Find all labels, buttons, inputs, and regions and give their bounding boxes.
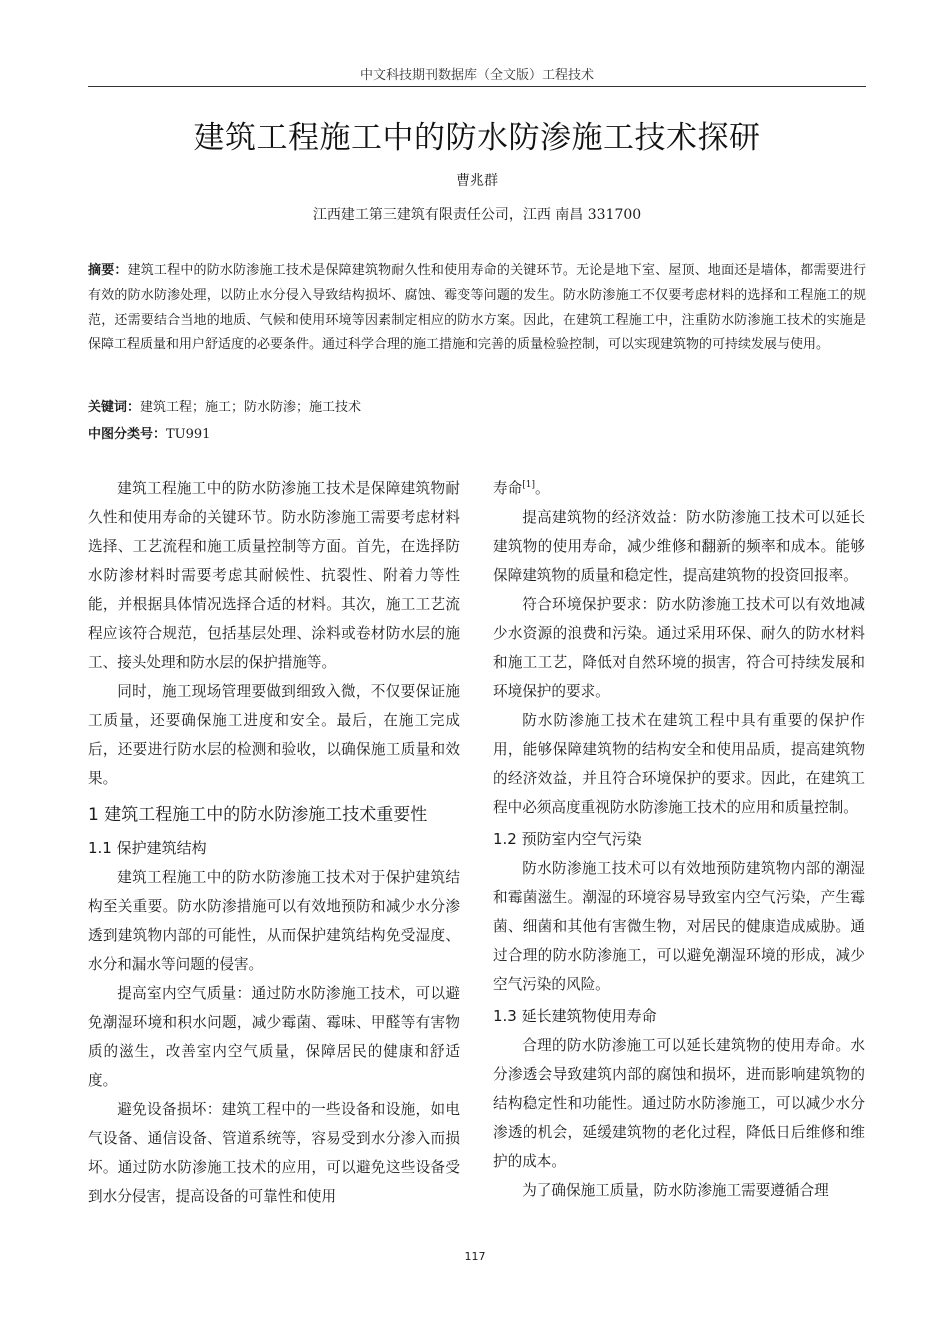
classification-number [88, 423, 866, 442]
left-column [88, 474, 460, 1211]
header-rule [88, 86, 866, 87]
body-paragraph: 建筑工程施工中的防水防渗施工技术是保障建筑物耐久性和使用寿命的关键环节。防水防渗施工需要考虑材料选择、工艺流程和施工质量控制等方面。首先，在选择防水防渗材料时需要考虑其耐候性、抗裂性、附着力等性能，并根据具体情况选择合适的材料。其次，施工工艺流程应该符合规范，包括基层处理、涂料或卷材防水层的施工、接头处理和防水层的保护措施等。 [88, 480, 460, 671]
clc-text: TU991 [166, 427, 211, 442]
body-paragraph: 提高建筑物的经济效益：防水防渗施工技术可以延长建筑物的使用寿命，减少维修和翻新的频率和成本。能够保障建筑物的质量和稳定性，提高建筑物的投资回报率。 [493, 509, 865, 584]
author-affiliation: 江西建工第三建筑有限责任公司，江西 南昌 331700 [312, 207, 642, 223]
page-number: 117 [464, 1250, 486, 1263]
running-header: 中文科技期刊数据库（全文版）工程技术 [359, 68, 594, 83]
body-paragraph: 避免设备损坏：建筑工程中的一些设备和设施，如电气设备、通信设备、管道系统等，容易受到水分渗入而损坏。通过防水防渗施工技术的应用，可以避免这些设备受到水分侵害，提高设备的可靠性和使用 [88, 1101, 460, 1205]
abstract-text: 建筑工程中的防水防渗施工技术是保障建筑物耐久性和使用寿命的关键环节。无论是地下室、屋顶、地面还是墙体，都需要进行有效的防水防渗处理，以防止水分侵入导致结构损坏、腐蚀、霉变等问题的发生。防水防渗施工不仅要考虑材料的选择和工程施工的规范，还需要结合当地的地质、气候和使用环境等因素制定相应的防水方案。因此，在建筑工程施工中，注重防水防渗施工技术的实施是保障工程质量和用户舒适度的必要条件。通过科学合理的施工措施和完善的质量检验控制，可以实现建筑物的可持续发展与使用。 [88, 263, 866, 353]
body-paragraph: 防水防渗施工技术在建筑工程中具有重要的保护作用，能够保障建筑物的结构安全和使用品质，提高建筑物的经济效益，并且符合环境保护的要求。因此，在建筑工程中必须高度重视防水防渗施工技术的应用和质量控制。 [493, 712, 865, 816]
keywords-label: 关键词： [88, 400, 141, 415]
section-heading-1-2: 1.2 预防室内空气污染 [493, 830, 642, 848]
body-paragraph: 符合环境保护要求：防水防渗施工技术可以有效地减少水资源的浪费和污染。通过采用环保、耐久的防水材料和施工工艺，降低对自然环境的损害，符合可持续发展和环境保护的要求。 [493, 596, 865, 700]
abstract [88, 259, 866, 358]
clc-label: 中图分类号： [88, 427, 167, 442]
continued-end: 。 [534, 480, 550, 497]
author-name: 曹兆群 [456, 173, 498, 189]
body-paragraph: 同时，施工现场管理要做到细致入微，不仅要保证施工质量，还要确保施工进度和安全。最后，在施工完成后，还要进行防水层的检测和验收，以确保施工质量和效果。 [88, 683, 460, 787]
abstract-label: 摘要： [88, 263, 128, 278]
body-paragraph: 合理的防水防渗施工可以延长建筑物的使用寿命。水分渗透会导致建筑内部的腐蚀和损坏，进而影响建筑物的结构稳定性和功能性。通过防水防渗施工，可以减少水分渗透的机会，延缓建筑物的老化过程，降低日后维修和维护的成本。 [493, 1037, 865, 1170]
body-paragraph: 提高室内空气质量：通过防水防渗施工技术，可以避免潮湿环境和积水问题，减少霉菌、霉味、甲醛等有害物质的滋生，改善室内空气质量，保障居民的健康和舒适度。 [88, 985, 460, 1089]
citation-ref: [1] [522, 480, 535, 491]
keywords [88, 396, 866, 415]
keywords-text: 建筑工程；施工；防水防渗；施工技术 [140, 400, 362, 415]
body-paragraph-continued [493, 474, 865, 503]
article-title: 建筑工程施工中的防水防渗施工技术探研 [193, 120, 761, 156]
section-heading-1-3: 1.3 延长建筑物使用寿命 [493, 1007, 657, 1025]
section-heading-1-1: 1.1 保护建筑结构 [88, 839, 207, 857]
right-column [493, 474, 865, 1205]
body-paragraph: 建筑工程施工中的防水防渗施工技术对于保护建筑结构至关重要。防水防渗措施可以有效地预防和减少水分渗透到建筑物内部的可能性，从而保护建筑结构免受湿度、水分和漏水等问题的侵害。 [88, 869, 460, 973]
body-paragraph: 防水防渗施工技术可以有效地预防建筑物内部的潮湿和霉菌滋生。潮湿的环境容易导致室内空气污染，产生霉菌、细菌和其他有害微生物，对居民的健康造成威胁。通过合理的防水防渗施工，可以避免潮湿环境的形成，减少空气污染的风险。 [493, 860, 865, 993]
continued-text: 寿命 [493, 480, 523, 497]
body-paragraph: 为了确保施工质量，防水防渗施工需要遵循合理 [522, 1182, 829, 1199]
section-heading-1: 1 建筑工程施工中的防水防渗施工技术重要性 [88, 805, 428, 825]
